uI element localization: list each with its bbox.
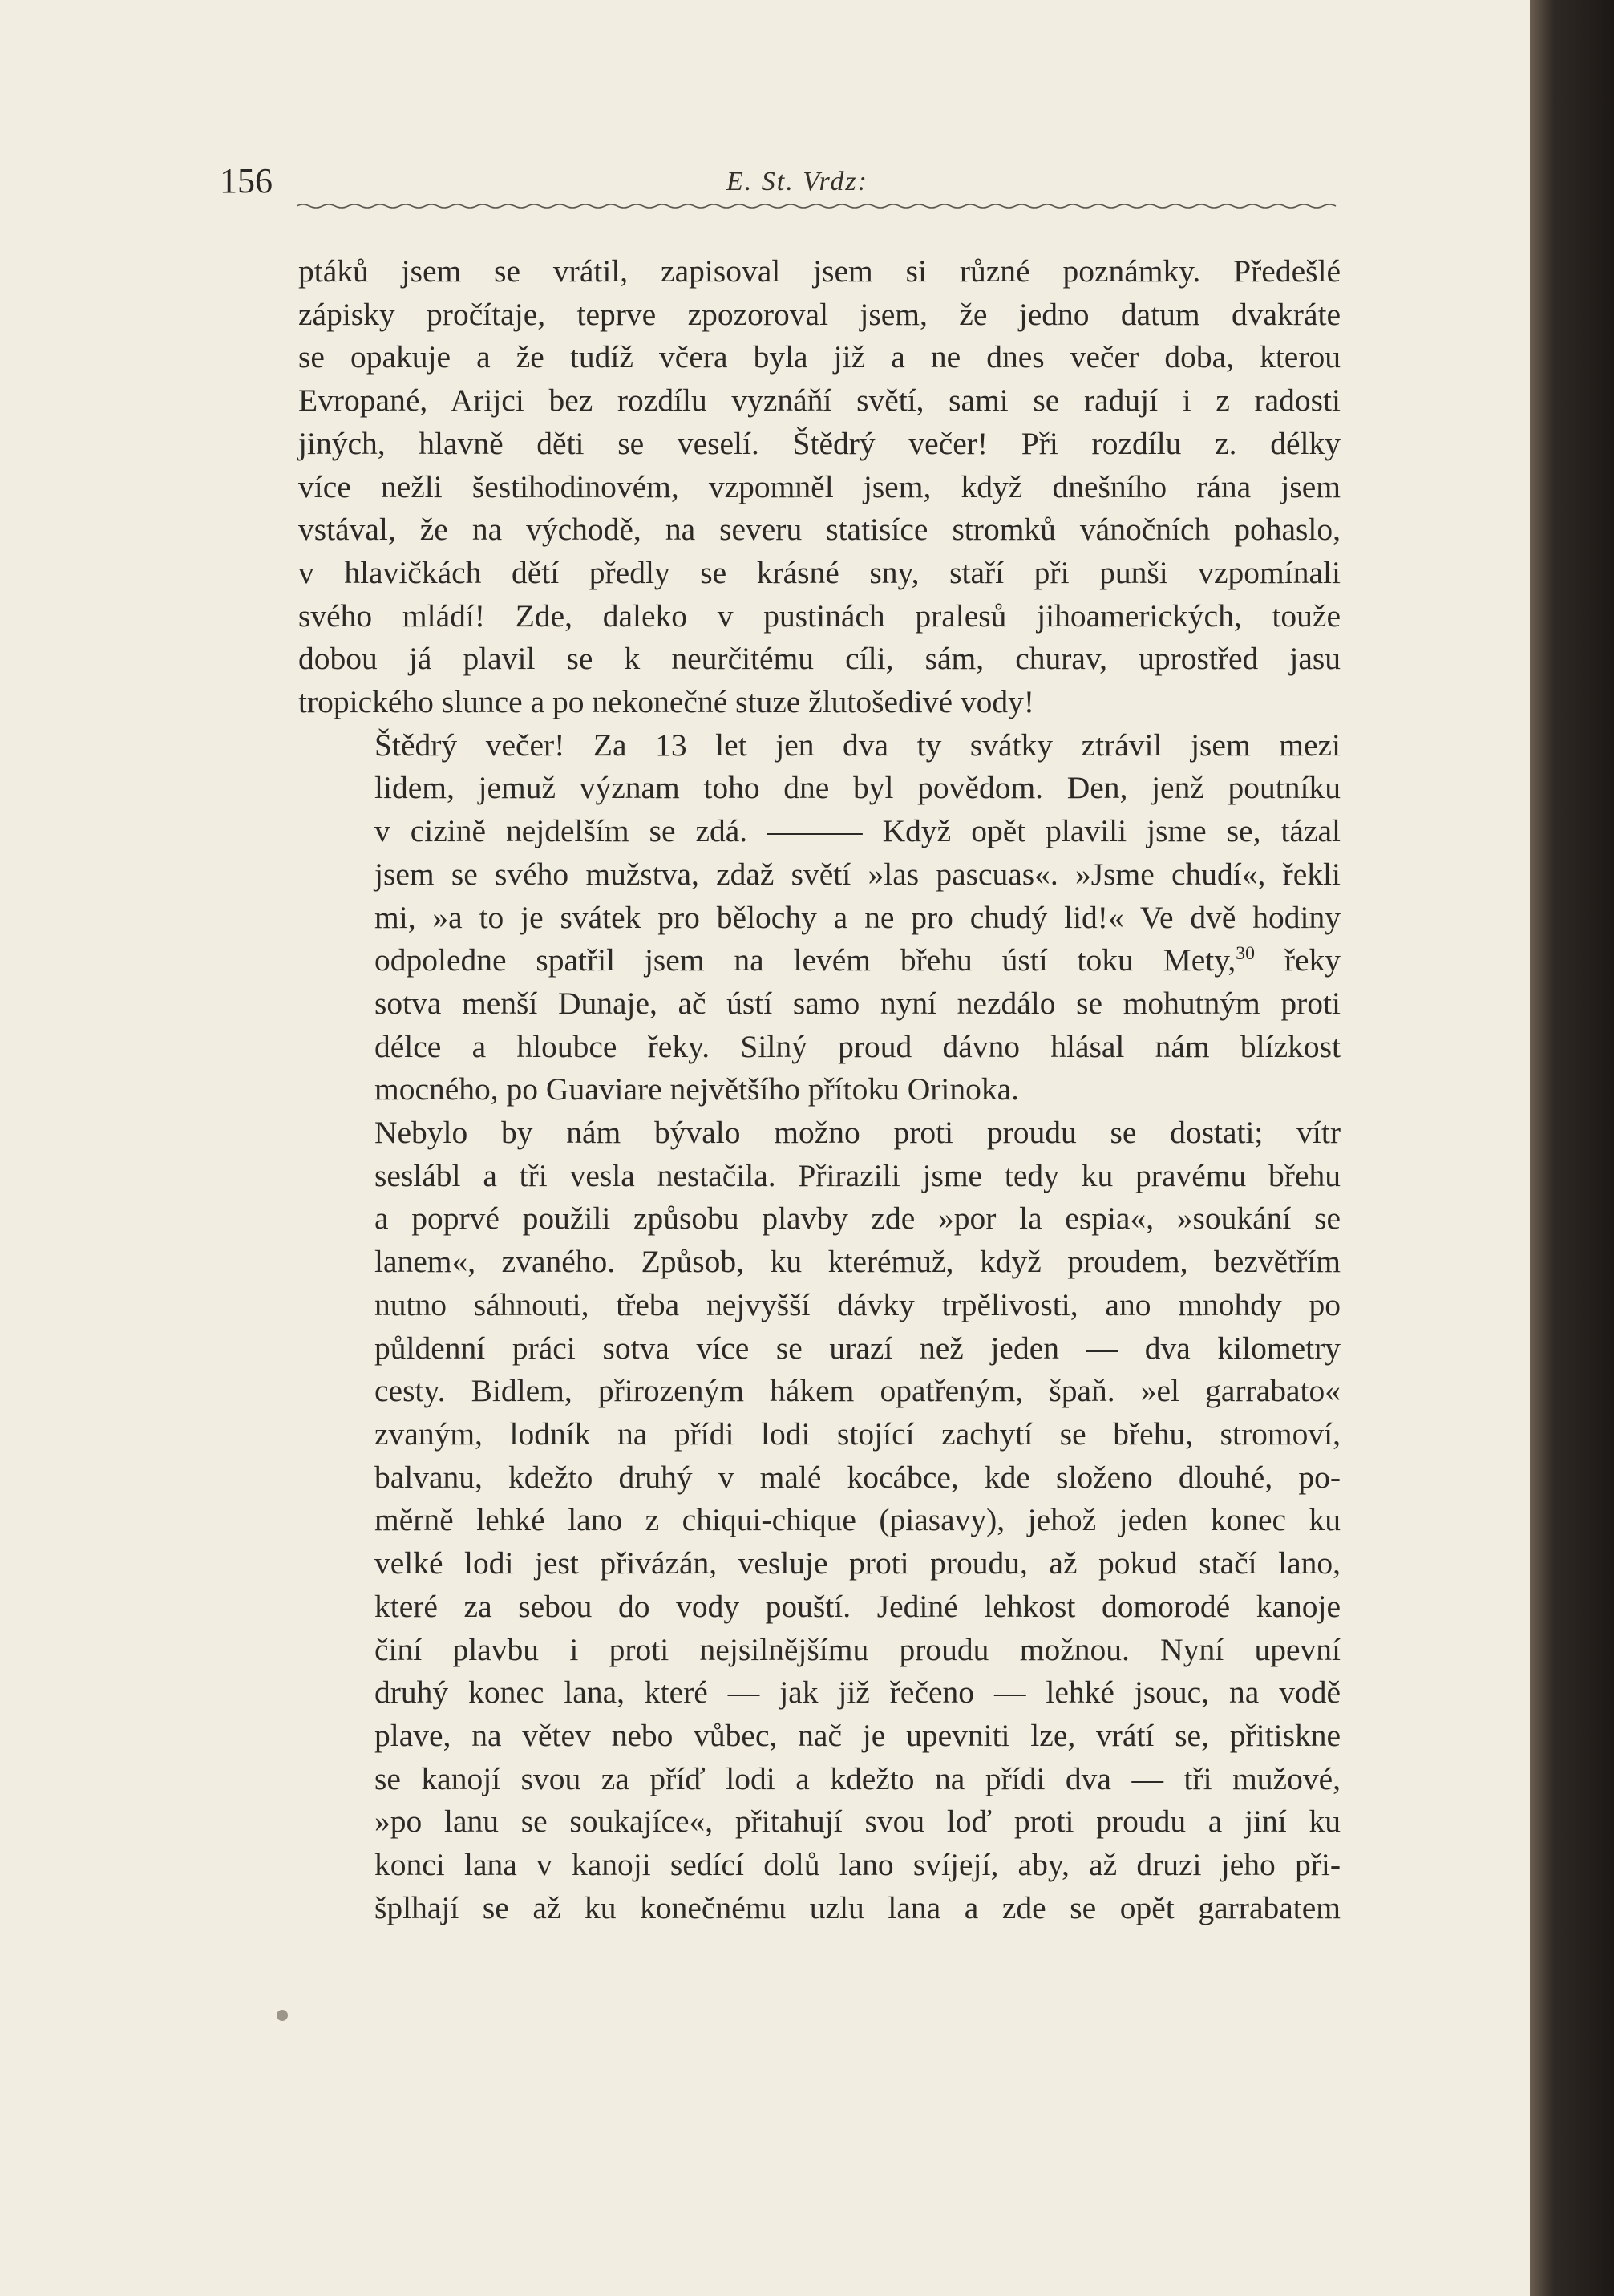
book-binding-edge [1530, 0, 1614, 2296]
paragraph-3 [298, 1112, 1341, 1930]
text-line: jiných, hlavně děti se veselí. Štědrý večer! Při rozdílu z. délky [298, 425, 1341, 461]
page-header [216, 160, 1339, 209]
text-line: se kanojí svou za příď lodi a kdežto na přídi dva — tři mužové, [374, 1760, 1341, 1796]
text-line: »po lanu se soukajíce«, přitahují svou loď proti proudu a jiní ku [374, 1804, 1341, 1840]
text-fragment: řeky [1284, 942, 1341, 978]
text-line: se opakuje a že tudíž včera byla již a ne dnes večer doba, kterou [298, 339, 1341, 375]
paper-speck [277, 2010, 288, 2021]
decorative-wavy-rule [297, 202, 1339, 210]
text-line: velké lodi jest přivázán, vesluje proti proudu, až pokud stačí lano, [374, 1545, 1341, 1581]
text-line: svého mládí! Zde, daleko v pustinách pralesů jihoamerických, touže [298, 597, 1341, 634]
text-line: v hlavičkách dětí předly se krásné sny, staří při punši vzpomínali [298, 554, 1341, 590]
text-line: Štědrý večer! Za 13 let jen dva ty svátky ztrávil jsem mezi [374, 727, 1341, 763]
text-line: cesty. Bidlem, přirozeným hákem opatřeným, špaň. »el garrabato« [374, 1373, 1341, 1409]
text-line: balvanu, kdežto druhý v malé kocábce, kde složeno dlouhé, po- [374, 1459, 1341, 1495]
page-number: 156 [220, 161, 273, 200]
text-line: v cizině nejdelším se zdá. ——— Když opět plavili jsme se, tázal [374, 813, 1341, 849]
text-line: a poprvé použili způsobu plavby zde »por la espia«, »soukání se [374, 1201, 1341, 1237]
text-line: lidem, jemuž význam toho dne byl povědom. Den, jenž poutníku [374, 770, 1341, 806]
text-line: které za sebou do vody pouští. Jediné lehkost domorodé kanoje [374, 1588, 1341, 1624]
body-text [298, 250, 1341, 1930]
text-line: nutno sáhnouti, třeba nejvyšší dávky trpělivosti, ano mnohdy po [374, 1286, 1341, 1322]
footnote-reference[interactable]: 30 [1236, 943, 1255, 965]
text-line: zvaným, lodník na přídi lodi stojící zachytí se břehu, stromoví, [374, 1415, 1341, 1452]
text-line: tropického slunce a po nekonečné stuze žlutošedivé vody! [298, 684, 1035, 720]
text-line: lanem«, zvaného. Způsob, ku kterémuž, když proudem, bezvětřím [374, 1244, 1341, 1280]
text-line: plave, na větev nebo vůbec, nač je upevniti lze, vrátí se, přitiskne [374, 1717, 1341, 1753]
text-line: druhý konec lana, které — jak již řečeno — lehké jsouc, na vodě [374, 1674, 1341, 1711]
paragraph-1 [298, 250, 1341, 724]
text-line: délce a hloubce řeky. Silný proud dávno hlásal nám blízkost [374, 1028, 1341, 1064]
text-line: dobou já plavil se k neurčitému cíli, sám, churav, uprostřed jasu [298, 641, 1341, 677]
text-line: zápisky pročítaje, teprve zpozoroval jsem, že jedno datum dvakráte [298, 296, 1341, 332]
text-line: činí plavbu i proti nejsilnějšímu proudu možnou. Nyní upevní [374, 1631, 1341, 1667]
text-line: Evropané, Arijci bez rozdílu vyznáňí světí, sami se radují i z radosti [298, 383, 1341, 419]
text-line: seslábl a tři vesla nestačila. Přirazili jsme tedy ku pravému břehu [374, 1157, 1341, 1193]
text-line: konci lana v kanoji sedící dolů lano svíjejí, aby, až druzi jeho při- [374, 1847, 1341, 1883]
text-line: šplhají se až ku konečnému uzlu lana a zde se opět garrabatem [374, 1889, 1341, 1925]
text-line: půldenní práci sotva více se urazí než jeden — dva kilometry [374, 1330, 1341, 1366]
text-line: vstával, že na východě, na severu statisíce stromků vánočních pohaslo, [298, 512, 1341, 548]
text-line: měrně lehké lano z chiqui-chique (piasavy), jehož jeden konec ku [374, 1502, 1341, 1538]
text-line: jsem se svého mužstva, zdaž světí »las pascuas«. »Jsme chudí«, řekli [374, 856, 1341, 892]
text-line [298, 939, 1341, 982]
paragraph-2 [298, 724, 1341, 1112]
text-line: mi, »a to je svátek pro bělochy a ne pro chudý lid!« Ve dvě hodiny [374, 899, 1341, 935]
text-line: mocného, po Guaviare největšího přítoku Orinoka. [374, 1071, 1020, 1108]
text-line: více nežli šestihodinovém, vzpomněl jsem, když dnešního rána jsem [298, 468, 1341, 504]
running-head: E. St. Vrdz: [726, 167, 868, 196]
text-fragment: odpoledne spatřil jsem na levém břehu ústí toku Mety, [374, 942, 1236, 978]
text-line: ptáků jsem se vrátil, zapisoval jsem si různé poznámky. Předešlé [298, 253, 1341, 289]
text-line: sotva menší Dunaje, ač ústí samo nyní nezdálo se mohutným proti [374, 985, 1341, 1021]
text-line: Nebylo by nám bývalo možno proti proudu se dostati; vítr [374, 1115, 1341, 1151]
